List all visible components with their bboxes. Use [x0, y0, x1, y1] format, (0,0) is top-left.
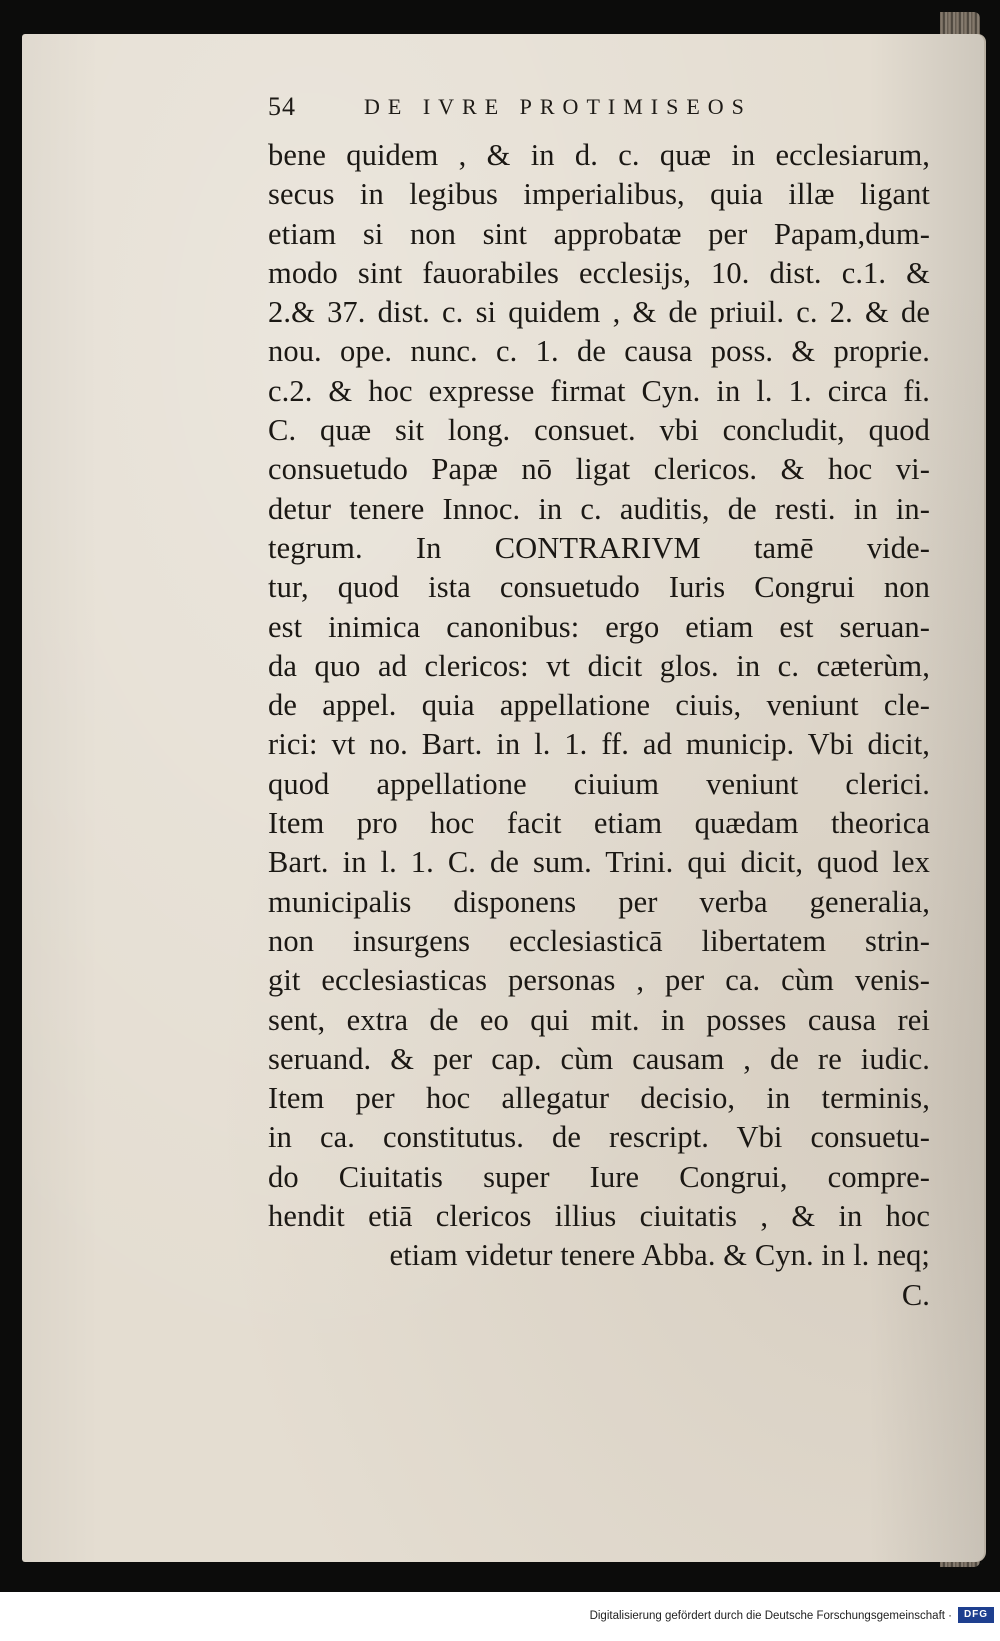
text-line: Bart. in l. 1. C. de sum. Trini. qui dicit, quod lex [268, 845, 930, 880]
text-line: rici: vt no. Bart. in l. 1. ff. ad municip. Vbi dicit, [268, 727, 930, 762]
text-line: in ca. constitutus. de rescript. Vbi consuetu- [268, 1120, 930, 1155]
text-line: seruand. & per cap. cùm causam , de re iudic. [268, 1041, 930, 1076]
text-line: C. quæ sit long. consuet. vbi concludit, quod [268, 413, 930, 448]
text-line: do Ciuitatis super Iure Congrui, compre- [268, 1159, 930, 1194]
dfg-logo-icon: DFG [958, 1607, 994, 1623]
text-line: 2.& 37. dist. c. si quidem , & de priuil. c. 2. & de [268, 295, 930, 330]
body-text [268, 136, 930, 1315]
text-line: Item per hoc allegatur decisio, in terminis, [268, 1081, 930, 1116]
text-line: de appel. quia appellatione ciuis, veniunt cle- [268, 688, 930, 723]
text-line: git ecclesiasticas personas , per ca. cùm venis- [268, 963, 930, 998]
page-number: 54 [268, 92, 296, 121]
text-line: quod appellatione ciuium veniunt clerici. [268, 766, 930, 801]
text-line: C. [901, 1277, 930, 1312]
text-line: sent, extra de eo qui mit. in posses causa rei [268, 1002, 930, 1037]
text-line: Item pro hoc facit etiam quædam theorica [268, 806, 930, 841]
text-line: secus in legibus imperialibus, quia illæ ligant [268, 177, 930, 212]
text-line: da quo ad clericos: vt dicit glos. in c. cæterùm, [268, 648, 930, 683]
text-line: c.2. & hoc expresse firmat Cyn. in l. 1. circa fi. [268, 373, 930, 408]
text-line: detur tenere Innoc. in c. auditis, de resti. in in- [268, 491, 930, 526]
text-line: etiam videtur tenere Abba. & Cyn. in l. neq; [389, 1238, 930, 1273]
page-header [268, 92, 828, 126]
text-line: hendit etiā clericos illius ciuitatis , & in hoc [268, 1199, 930, 1234]
text-line: bene quidem , & in d. c. quæ in ecclesiarum, [268, 138, 930, 172]
footer-credit: Digitalisierung gefördert durch die Deutsche Forschungsgemeinschaft · [589, 1610, 952, 1622]
running-head: DE IVRE PROTIMISEOS [364, 94, 752, 119]
footer-bar [0, 1592, 1000, 1641]
text-line: nou. ope. nunc. c. 1. de causa poss. & proprie. [268, 334, 930, 369]
text-line: est inimica canonibus: ergo etiam est seruan- [268, 609, 930, 644]
text-line: non insurgens ecclesiasticā libertatem strin- [268, 923, 930, 958]
text-line: tur, quod ista consuetudo Iuris Congrui non [268, 570, 930, 605]
text-line: etiam si non sint approbatæ per Papam,dum- [268, 216, 930, 251]
text-line: consuetudo Papæ nō ligat clericos. & hoc vi- [268, 452, 930, 487]
text-line: modo sint fauorabiles ecclesijs, 10. dist. c.1. & [268, 255, 930, 290]
text-line: tegrum. In CONTRARIVM tamē vide- [268, 530, 930, 565]
text-line: municipalis disponens per verba generalia, [268, 884, 930, 919]
